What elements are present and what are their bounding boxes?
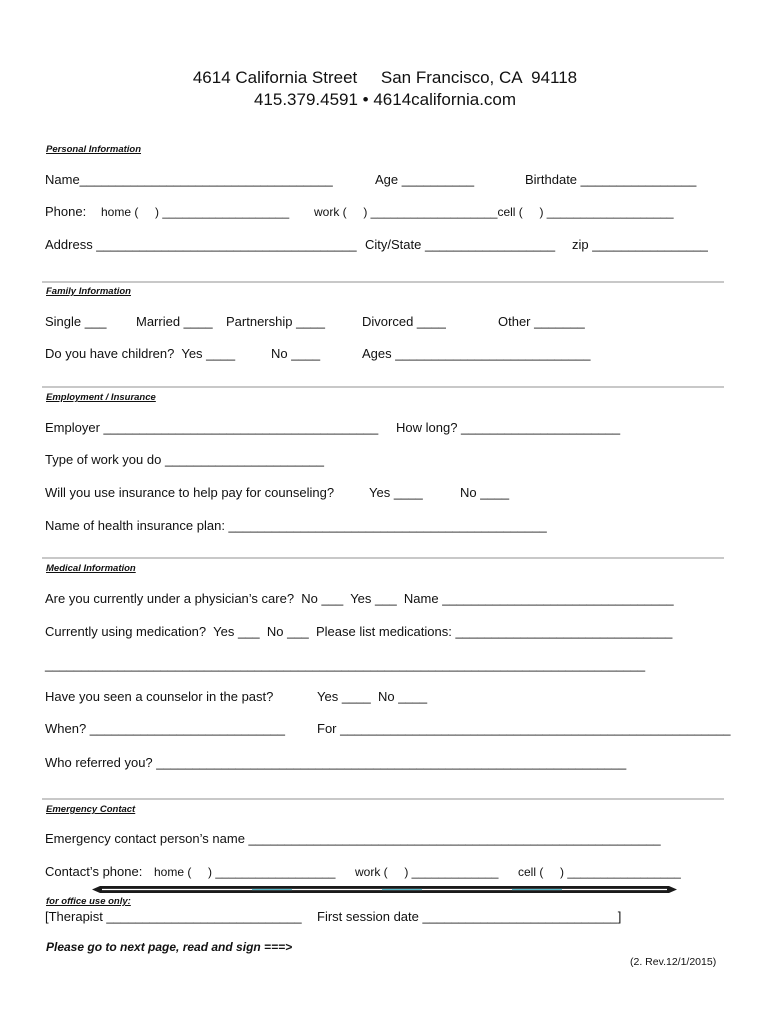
counselor-question: Have you seen a counselor in the past? — [45, 689, 274, 704]
name-field: Name___________________________________ — [45, 172, 333, 187]
office-separator — [92, 886, 677, 893]
employer-field: Employer ______________________________________ — [45, 420, 379, 435]
emergency-contact-name-field: Emergency contact person’s name _________________________________________________________ — [45, 831, 661, 846]
section-title-family: Family Information — [46, 286, 131, 297]
married-field: Married ____ — [136, 314, 213, 329]
how-long-field: How long? ______________________ — [396, 420, 621, 435]
address-field: Address ____________________________________ — [45, 237, 357, 252]
type-of-work-field: Type of work you do ______________________ — [45, 452, 325, 467]
city-state-field: City/State __________________ — [365, 237, 556, 252]
counselor-for-field: For ______________________________________________________ — [317, 721, 731, 736]
counselor-when-field: When? ___________________________ — [45, 721, 286, 736]
clinic-address: 4614 California Street San Francisco, CA 94118 — [192, 68, 578, 87]
section-title-personal: Personal Information — [46, 144, 142, 155]
emergency-work-field: work ( ) _____________ — [355, 865, 499, 879]
insurance-yes-field: Yes ____ — [369, 485, 423, 500]
children-ages-field: Ages ___________________________ — [362, 346, 591, 361]
insurance-no-field: No ____ — [460, 485, 510, 500]
section-title-employment: Employment / Insurance — [46, 392, 156, 403]
section-title-emergency: Emergency Contact — [46, 804, 136, 815]
divorced-field: Divorced ____ — [362, 314, 446, 329]
emergency-phone-label: Contact’s phone: — [45, 864, 143, 879]
other-field: Other _______ — [498, 314, 585, 329]
age-field: Age __________ — [375, 172, 475, 187]
section-title-medical: Medical Information — [46, 563, 136, 574]
first-session-field: First session date ___________________________] — [317, 909, 622, 924]
office-use-title: for office use only: — [46, 896, 131, 907]
insurance-question: Will you use insurance to help pay for counseling? — [45, 485, 335, 500]
section-divider — [42, 386, 724, 388]
emergency-cell-field: cell ( ) _________________ — [518, 865, 681, 879]
insurance-plan-field: Name of health insurance plan: ____________________________________________ — [45, 518, 547, 533]
section-divider — [42, 798, 724, 800]
partnership-field: Partnership ____ — [226, 314, 326, 329]
phone-work-cell-field: work ( ) ___________________cell ( ) ___________________ — [314, 205, 674, 219]
next-page-instruction: Please go to next page, read and sign ===> — [46, 940, 293, 954]
children-no-field: No ____ — [271, 346, 321, 361]
physician-care-field: Are you currently under a physician’s care? No ___ Yes ___ Name ________________________________ — [45, 591, 674, 606]
zip-field: zip ________________ — [572, 237, 708, 252]
phone-label: Phone: — [45, 204, 87, 219]
medication-field: Currently using medication? Yes ___ No ___ Please list medications: ______________________________ — [45, 624, 673, 639]
counselor-yes-no-field: Yes ____ No ____ — [317, 689, 428, 704]
therapist-field: [Therapist ___________________________ — [45, 909, 302, 924]
birthdate-field: Birthdate ________________ — [525, 172, 697, 187]
phone-home-field: home ( ) ___________________ — [101, 205, 290, 219]
emergency-home-field: home ( ) __________________ — [154, 865, 336, 879]
section-divider — [42, 281, 724, 283]
medication-continuation-line: ___________________________________________________________________________________ — [45, 657, 646, 672]
children-question: Do you have children? Yes ____ — [45, 346, 236, 361]
clinic-contact: 415.379.4591 • 4614california.com — [253, 90, 517, 109]
revision-note: (2. Rev.12/1/2015) — [630, 956, 717, 968]
single-field: Single ___ — [45, 314, 107, 329]
section-divider — [42, 557, 724, 559]
referred-by-field: Who referred you? _________________________________________________________________ — [45, 755, 627, 770]
